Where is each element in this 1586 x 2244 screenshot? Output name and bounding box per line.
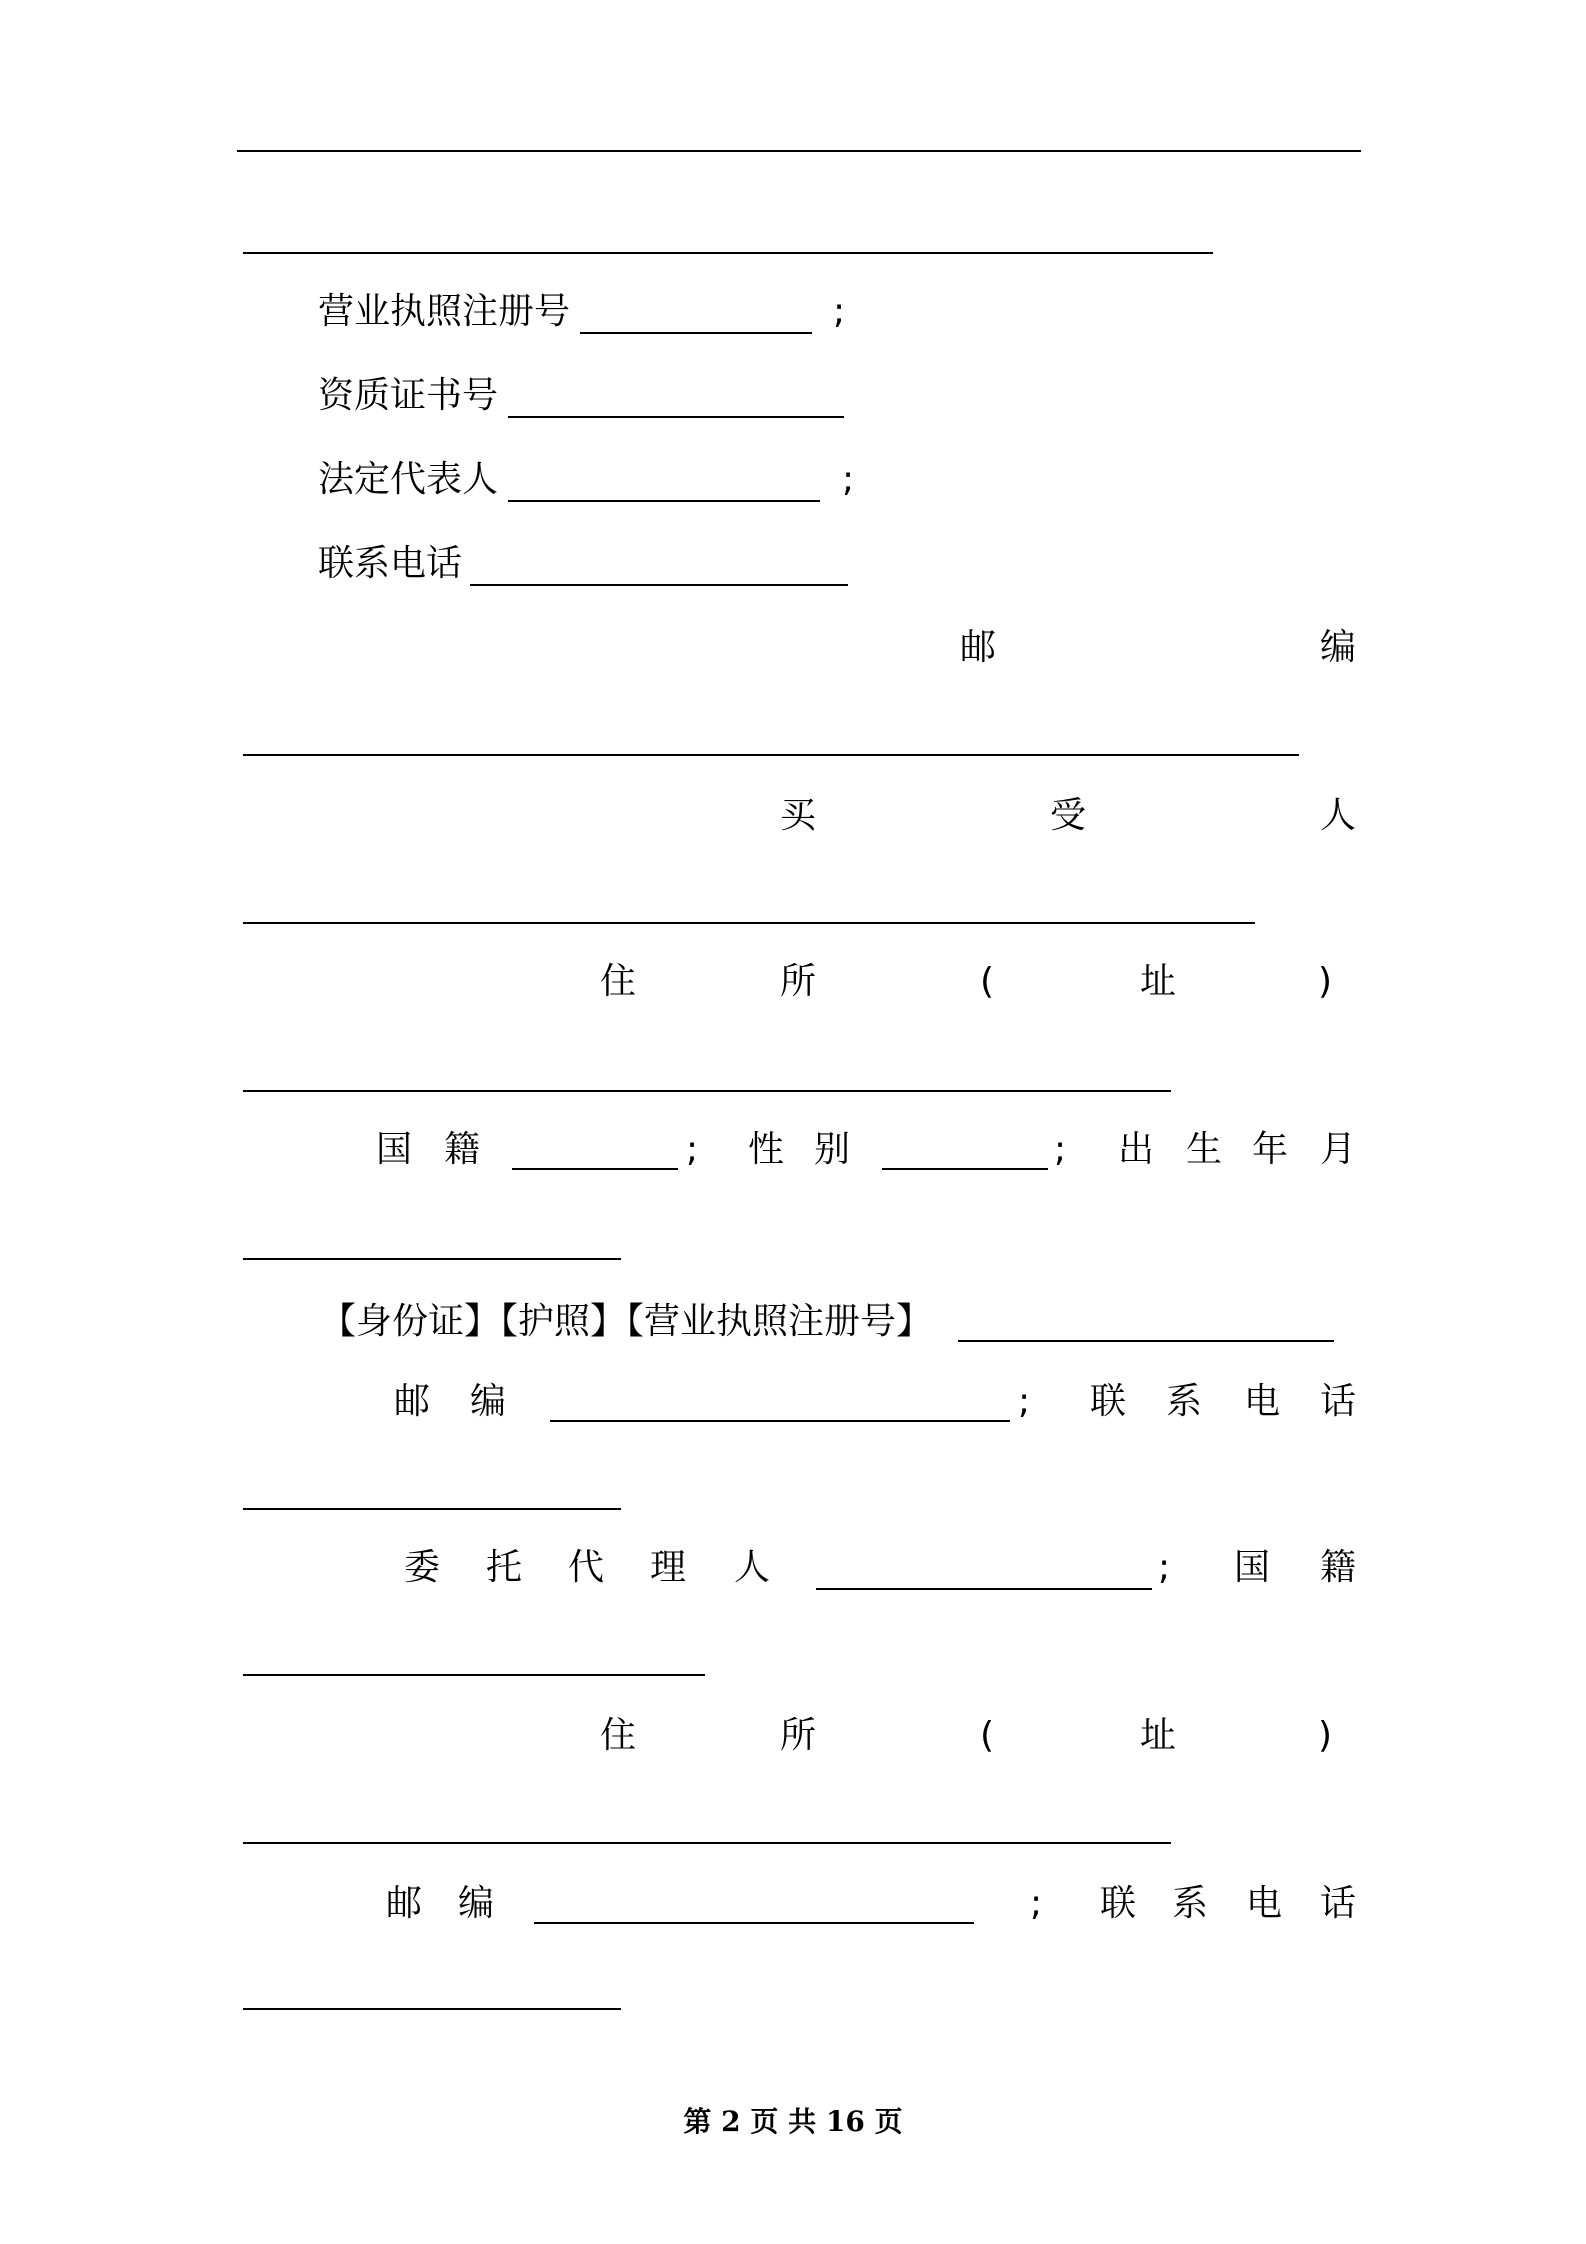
business-license-label: 营业执照注册号 [318,291,571,332]
agent-char: 托 [486,1547,523,1588]
semicolon: ; [1158,1547,1171,1588]
phone-char: 话 [1320,1381,1357,1422]
semicolon: ; [842,459,855,500]
legal-rep-label: 法定代表人 [318,459,499,500]
qualification-cert-field[interactable] [508,416,844,418]
gender-char: 性 [748,1129,785,1170]
phone-char: 话 [1320,1883,1357,1924]
buyer-field[interactable] [243,922,1255,924]
birth-char: 年 [1252,1129,1289,1170]
phone-char: 电 [1244,1381,1281,1422]
nationality-field[interactable] [512,1168,678,1170]
agent-phone-field[interactable] [243,2008,621,2010]
address-char: 所 [780,1715,817,1756]
gender-field[interactable] [882,1168,1048,1170]
birth-char: 出 [1118,1129,1155,1170]
buyer-char: 人 [1320,795,1357,836]
agent-char: 代 [568,1547,605,1588]
qualification-cert-label: 资质证书号 [318,375,499,416]
postcode-char: 编 [1320,627,1357,668]
agent-name-field[interactable] [816,1588,1152,1590]
gender-char: 别 [814,1129,851,1170]
page-number: 第 2 页 共 16 页 [683,2105,903,2138]
address-char: ) [1318,961,1333,1002]
address-char: 址 [1140,961,1177,1002]
header-rule [237,150,1361,152]
address-char: ( [980,1715,995,1756]
buyer-char: 受 [1050,795,1087,836]
phone-field[interactable] [243,1508,621,1510]
semicolon: ; [1054,1129,1067,1170]
phone-char: 联 [1090,1381,1127,1422]
agent-char: 理 [650,1547,687,1588]
nationality-char: 国 [1234,1547,1271,1588]
postcode-field[interactable] [550,1420,1010,1422]
semicolon: ; [833,291,846,332]
phone-char: 系 [1166,1381,1203,1422]
agent-char: 人 [734,1547,771,1588]
postcode-char: 邮 [386,1883,423,1924]
address-char: ) [1318,1715,1333,1756]
contact-phone-label: 联系电话 [318,543,463,584]
birth-char: 生 [1186,1129,1223,1170]
postcode-char: 邮 [960,627,997,668]
nationality-char: 籍 [1320,1547,1357,1588]
address-char: 住 [600,1715,637,1756]
postcode-field[interactable] [243,754,1299,756]
postcode-char: 编 [470,1381,507,1422]
semicolon: ; [1018,1381,1031,1422]
blank-line-top[interactable] [243,252,1213,254]
birth-date-field[interactable] [243,1258,621,1260]
id-types-label: 【身份证】【护照】【营业执照注册号】 [320,1301,933,1342]
postcode-char: 编 [458,1883,495,1924]
id-number-field[interactable] [958,1340,1334,1342]
phone-char: 系 [1172,1883,1209,1924]
address-char: ( [980,961,995,1002]
semicolon: ; [1030,1883,1043,1924]
semicolon: ; [686,1129,699,1170]
agent-postcode-field[interactable] [534,1922,974,1924]
address-field[interactable] [243,1090,1171,1092]
postcode-char: 邮 [394,1381,431,1422]
buyer-char: 买 [780,795,817,836]
nationality-char: 国 [376,1129,413,1170]
agent-char: 委 [404,1547,441,1588]
phone-char: 联 [1100,1883,1137,1924]
business-license-field[interactable] [580,332,812,334]
contact-phone-field[interactable] [470,584,848,586]
birth-char: 月 [1320,1129,1357,1170]
phone-char: 电 [1246,1883,1283,1924]
address-char: 址 [1140,1715,1177,1756]
address-char: 所 [780,961,817,1002]
address-char: 住 [600,961,637,1002]
agent-nationality-field[interactable] [243,1674,705,1676]
legal-rep-field[interactable] [508,500,820,502]
nationality-char: 籍 [444,1129,481,1170]
agent-address-field[interactable] [243,1842,1171,1844]
